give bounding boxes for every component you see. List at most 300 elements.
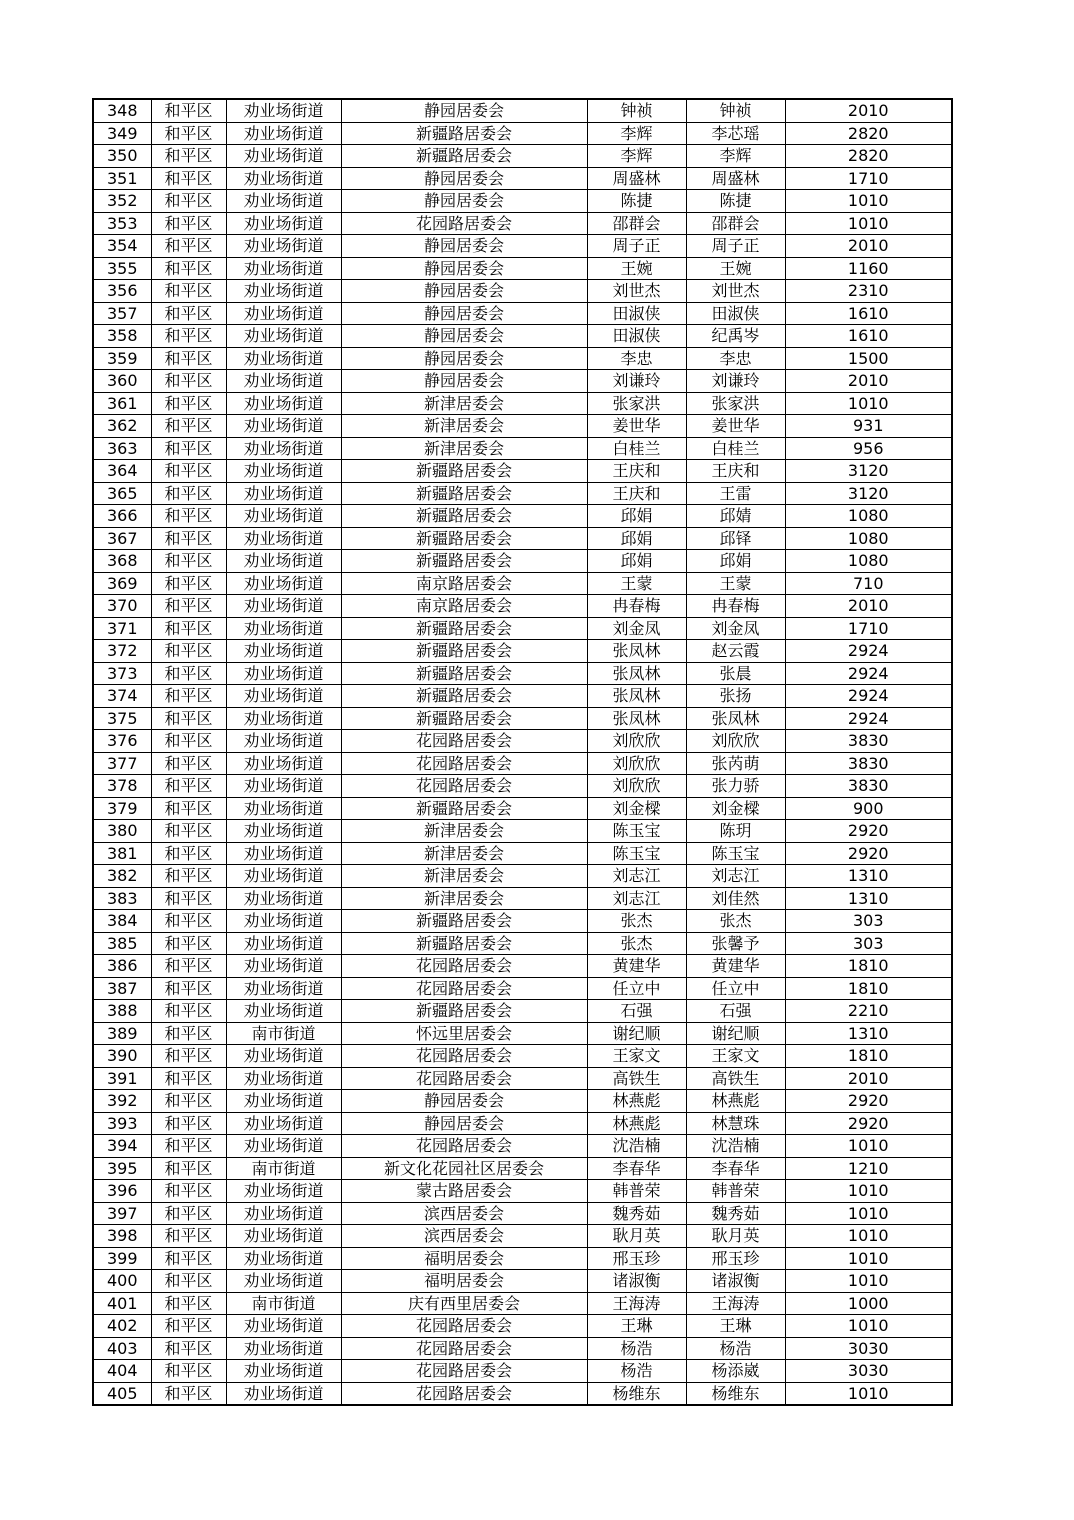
applicant-cell: 韩普荣 [587,1180,686,1203]
street-cell: 劝业场街道 [226,1180,341,1203]
amount-cell: 2924 [785,707,952,730]
member-cell: 韩普荣 [686,1180,785,1203]
street-cell: 劝业场街道 [226,1337,341,1360]
district-cell: 和平区 [151,955,226,978]
amount-cell: 3030 [785,1337,952,1360]
row-number-cell: 376 [93,730,151,753]
amount-cell: 1010 [785,1247,952,1270]
applicant-cell: 张凤林 [587,707,686,730]
district-cell: 和平区 [151,145,226,168]
committee-cell: 静园居委会 [341,302,587,325]
committee-cell: 新疆路居委会 [341,910,587,933]
applicant-cell: 刘金凤 [587,617,686,640]
applicant-cell: 张杰 [587,932,686,955]
committee-cell: 新津居委会 [341,842,587,865]
amount-cell: 303 [785,910,952,933]
district-cell: 和平区 [151,1270,226,1293]
row-number-cell: 354 [93,235,151,258]
member-cell: 张扬 [686,685,785,708]
table-row [93,1000,952,1023]
district-cell: 和平区 [151,887,226,910]
committee-cell: 庆有西里居委会 [341,1292,587,1315]
applicant-cell: 刘欣欣 [587,730,686,753]
committee-cell: 静园居委会 [341,1112,587,1135]
street-cell: 劝业场街道 [226,1360,341,1383]
committee-cell: 新津居委会 [341,437,587,460]
table-row [93,280,952,303]
street-cell: 劝业场街道 [226,595,341,618]
table-row [93,977,952,1000]
records-table [92,98,953,1406]
street-cell: 劝业场街道 [226,842,341,865]
table-row [93,167,952,190]
district-cell: 和平区 [151,1247,226,1270]
row-number-cell: 394 [93,1135,151,1158]
amount-cell: 956 [785,437,952,460]
committee-cell: 静园居委会 [341,257,587,280]
row-number-cell: 355 [93,257,151,280]
member-cell: 张晨 [686,662,785,685]
table-row [93,865,952,888]
table-row [93,122,952,145]
street-cell: 劝业场街道 [226,1247,341,1270]
district-cell: 和平区 [151,595,226,618]
amount-cell: 1310 [785,887,952,910]
amount-cell: 2820 [785,145,952,168]
committee-cell: 新疆路居委会 [341,662,587,685]
street-cell: 劝业场街道 [226,752,341,775]
applicant-cell: 邱娟 [587,550,686,573]
applicant-cell: 王蒙 [587,572,686,595]
street-cell: 劝业场街道 [226,415,341,438]
amount-cell: 1010 [785,1315,952,1338]
table-row [93,1157,952,1180]
street-cell: 劝业场街道 [226,640,341,663]
amount-cell: 900 [785,797,952,820]
member-cell: 魏秀茹 [686,1202,785,1225]
row-number-cell: 384 [93,910,151,933]
street-cell: 劝业场街道 [226,977,341,1000]
street-cell: 劝业场街道 [226,505,341,528]
district-cell: 和平区 [151,1225,226,1248]
district-cell: 和平区 [151,392,226,415]
district-cell: 和平区 [151,527,226,550]
applicant-cell: 杨浩 [587,1360,686,1383]
table-row [93,190,952,213]
district-cell: 和平区 [151,99,226,122]
row-number-cell: 383 [93,887,151,910]
district-cell: 和平区 [151,460,226,483]
street-cell: 南市街道 [226,1157,341,1180]
table-row [93,1247,952,1270]
street-cell: 劝业场街道 [226,1315,341,1338]
row-number-cell: 382 [93,865,151,888]
member-cell: 刘金樑 [686,797,785,820]
applicant-cell: 杨维东 [587,1382,686,1405]
applicant-cell: 王海涛 [587,1292,686,1315]
member-cell: 林燕彪 [686,1090,785,1113]
table-row [93,482,952,505]
district-cell: 和平区 [151,370,226,393]
district-cell: 和平区 [151,1157,226,1180]
amount-cell: 2010 [785,99,952,122]
table-row [93,595,952,618]
member-cell: 邱婧 [686,505,785,528]
member-cell: 陈捷 [686,190,785,213]
applicant-cell: 杨浩 [587,1337,686,1360]
district-cell: 和平区 [151,797,226,820]
street-cell: 劝业场街道 [226,707,341,730]
member-cell: 张馨予 [686,932,785,955]
district-cell: 和平区 [151,505,226,528]
committee-cell: 花园路居委会 [341,752,587,775]
committee-cell: 花园路居委会 [341,775,587,798]
street-cell: 劝业场街道 [226,1112,341,1135]
committee-cell: 新疆路居委会 [341,707,587,730]
row-number-cell: 370 [93,595,151,618]
row-number-cell: 349 [93,122,151,145]
applicant-cell: 张凤林 [587,662,686,685]
row-number-cell: 390 [93,1045,151,1068]
applicant-cell: 王庆和 [587,460,686,483]
member-cell: 周子正 [686,235,785,258]
committee-cell: 滨西居委会 [341,1225,587,1248]
committee-cell: 花园路居委会 [341,730,587,753]
table-row [93,505,952,528]
street-cell: 劝业场街道 [226,662,341,685]
row-number-cell: 402 [93,1315,151,1338]
district-cell: 和平区 [151,1382,226,1405]
committee-cell: 新疆路居委会 [341,550,587,573]
applicant-cell: 任立中 [587,977,686,1000]
table-row [93,932,952,955]
street-cell: 劝业场街道 [226,280,341,303]
applicant-cell: 周盛林 [587,167,686,190]
member-cell: 邱娟 [686,550,785,573]
amount-cell: 2924 [785,640,952,663]
amount-cell: 1310 [785,1022,952,1045]
member-cell: 李芯瑶 [686,122,785,145]
table-row [93,820,952,843]
committee-cell: 花园路居委会 [341,1382,587,1405]
district-cell: 和平区 [151,257,226,280]
amount-cell: 1810 [785,955,952,978]
row-number-cell: 391 [93,1067,151,1090]
applicant-cell: 田淑侠 [587,302,686,325]
district-cell: 和平区 [151,212,226,235]
member-cell: 刘佳然 [686,887,785,910]
committee-cell: 静园居委会 [341,325,587,348]
district-cell: 和平区 [151,775,226,798]
row-number-cell: 388 [93,1000,151,1023]
member-cell: 黄建华 [686,955,785,978]
committee-cell: 新疆路居委会 [341,797,587,820]
committee-cell: 新疆路居委会 [341,527,587,550]
district-cell: 和平区 [151,1045,226,1068]
table-row [93,415,952,438]
row-number-cell: 358 [93,325,151,348]
applicant-cell: 邱娟 [587,527,686,550]
table-row [93,775,952,798]
district-cell: 和平区 [151,167,226,190]
table-row [93,1067,952,1090]
street-cell: 劝业场街道 [226,167,341,190]
row-number-cell: 348 [93,99,151,122]
applicant-cell: 林燕彪 [587,1112,686,1135]
applicant-cell: 魏秀茹 [587,1202,686,1225]
district-cell: 和平区 [151,122,226,145]
member-cell: 高铁生 [686,1067,785,1090]
district-cell: 和平区 [151,572,226,595]
amount-cell: 2920 [785,1090,952,1113]
street-cell: 劝业场街道 [226,955,341,978]
district-cell: 和平区 [151,640,226,663]
member-cell: 杨维东 [686,1382,785,1405]
amount-cell: 1810 [785,977,952,1000]
row-number-cell: 387 [93,977,151,1000]
table-row [93,460,952,483]
applicant-cell: 李春华 [587,1157,686,1180]
table-row [93,640,952,663]
table-row [93,887,952,910]
street-cell: 劝业场街道 [226,572,341,595]
member-cell: 王海涛 [686,1292,785,1315]
street-cell: 劝业场街道 [226,99,341,122]
committee-cell: 新疆路居委会 [341,640,587,663]
member-cell: 石强 [686,1000,785,1023]
committee-cell: 南京路居委会 [341,572,587,595]
district-cell: 和平区 [151,437,226,460]
row-number-cell: 375 [93,707,151,730]
amount-cell: 1610 [785,302,952,325]
amount-cell: 2210 [785,1000,952,1023]
applicant-cell: 刘世杰 [587,280,686,303]
district-cell: 和平区 [151,302,226,325]
table-row [93,1112,952,1135]
committee-cell: 花园路居委会 [341,1360,587,1383]
committee-cell: 花园路居委会 [341,955,587,978]
amount-cell: 1010 [785,392,952,415]
district-cell: 和平区 [151,1337,226,1360]
street-cell: 南市街道 [226,1292,341,1315]
street-cell: 劝业场街道 [226,797,341,820]
member-cell: 张凤林 [686,707,785,730]
street-cell: 劝业场街道 [226,820,341,843]
member-cell: 陈玥 [686,820,785,843]
table-row [93,145,952,168]
table-row [93,1135,952,1158]
member-cell: 王琳 [686,1315,785,1338]
committee-cell: 新文化花园社区居委会 [341,1157,587,1180]
member-cell: 耿月英 [686,1225,785,1248]
applicant-cell: 张杰 [587,910,686,933]
amount-cell: 2310 [785,280,952,303]
applicant-cell: 刘欣欣 [587,752,686,775]
row-number-cell: 381 [93,842,151,865]
records-table-body [93,99,952,1405]
table-row [93,1045,952,1068]
district-cell: 和平区 [151,865,226,888]
applicant-cell: 黄建华 [587,955,686,978]
committee-cell: 新疆路居委会 [341,122,587,145]
table-row [93,662,952,685]
row-number-cell: 369 [93,572,151,595]
district-cell: 和平区 [151,820,226,843]
table-row [93,910,952,933]
street-cell: 劝业场街道 [226,617,341,640]
applicant-cell: 王琳 [587,1315,686,1338]
committee-cell: 花园路居委会 [341,1045,587,1068]
applicant-cell: 林燕彪 [587,1090,686,1113]
district-cell: 和平区 [151,707,226,730]
member-cell: 张力骄 [686,775,785,798]
table-row [93,1292,952,1315]
street-cell: 劝业场街道 [226,302,341,325]
committee-cell: 花园路居委会 [341,1067,587,1090]
district-cell: 和平区 [151,662,226,685]
street-cell: 劝业场街道 [226,1135,341,1158]
district-cell: 和平区 [151,842,226,865]
applicant-cell: 李忠 [587,347,686,370]
committee-cell: 花园路居委会 [341,1337,587,1360]
row-number-cell: 389 [93,1022,151,1045]
street-cell: 劝业场街道 [226,212,341,235]
row-number-cell: 350 [93,145,151,168]
street-cell: 劝业场街道 [226,460,341,483]
member-cell: 诸淑衡 [686,1270,785,1293]
table-row [93,302,952,325]
table-row [93,617,952,640]
member-cell: 张芮萌 [686,752,785,775]
applicant-cell: 王庆和 [587,482,686,505]
amount-cell: 303 [785,932,952,955]
table-row [93,572,952,595]
committee-cell: 新津居委会 [341,887,587,910]
member-cell: 刘金凤 [686,617,785,640]
committee-cell: 静园居委会 [341,190,587,213]
amount-cell: 1610 [785,325,952,348]
table-row [93,550,952,573]
street-cell: 劝业场街道 [226,1270,341,1293]
member-cell: 刘志江 [686,865,785,888]
member-cell: 任立中 [686,977,785,1000]
amount-cell: 1010 [785,1382,952,1405]
applicant-cell: 谢纪顺 [587,1022,686,1045]
amount-cell: 1500 [785,347,952,370]
district-cell: 和平区 [151,1360,226,1383]
committee-cell: 滨西居委会 [341,1202,587,1225]
amount-cell: 1010 [785,190,952,213]
table-row [93,1022,952,1045]
street-cell: 劝业场街道 [226,1225,341,1248]
committee-cell: 新疆路居委会 [341,482,587,505]
table-row [93,257,952,280]
table-row [93,235,952,258]
committee-cell: 南京路居委会 [341,595,587,618]
committee-cell: 静园居委会 [341,370,587,393]
applicant-cell: 李辉 [587,122,686,145]
district-cell: 和平区 [151,550,226,573]
amount-cell: 931 [785,415,952,438]
row-number-cell: 363 [93,437,151,460]
member-cell: 邢玉珍 [686,1247,785,1270]
district-cell: 和平区 [151,1090,226,1113]
row-number-cell: 397 [93,1202,151,1225]
street-cell: 劝业场街道 [226,235,341,258]
table-row [93,955,952,978]
applicant-cell: 周子正 [587,235,686,258]
table-row [93,347,952,370]
street-cell: 劝业场街道 [226,145,341,168]
row-number-cell: 364 [93,460,151,483]
row-number-cell: 361 [93,392,151,415]
district-cell: 和平区 [151,752,226,775]
table-row [93,325,952,348]
member-cell: 纪禹岑 [686,325,785,348]
member-cell: 林慧珠 [686,1112,785,1135]
member-cell: 田淑侠 [686,302,785,325]
table-row [93,527,952,550]
row-number-cell: 367 [93,527,151,550]
amount-cell: 3830 [785,730,952,753]
applicant-cell: 刘志江 [587,887,686,910]
amount-cell: 1010 [785,1225,952,1248]
district-cell: 和平区 [151,1292,226,1315]
row-number-cell: 398 [93,1225,151,1248]
amount-cell: 3030 [785,1360,952,1383]
amount-cell: 3120 [785,460,952,483]
amount-cell: 1710 [785,617,952,640]
district-cell: 和平区 [151,190,226,213]
street-cell: 劝业场街道 [226,437,341,460]
member-cell: 钟祯 [686,99,785,122]
table-row [93,730,952,753]
applicant-cell: 沈浩楠 [587,1135,686,1158]
member-cell: 姜世华 [686,415,785,438]
committee-cell: 怀远里居委会 [341,1022,587,1045]
applicant-cell: 刘金樑 [587,797,686,820]
amount-cell: 1080 [785,505,952,528]
table-row [93,685,952,708]
street-cell: 劝业场街道 [226,1382,341,1405]
applicant-cell: 刘志江 [587,865,686,888]
committee-cell: 福明居委会 [341,1247,587,1270]
member-cell: 李春华 [686,1157,785,1180]
member-cell: 张杰 [686,910,785,933]
district-cell: 和平区 [151,347,226,370]
table-row [93,1382,952,1405]
street-cell: 劝业场街道 [226,550,341,573]
row-number-cell: 380 [93,820,151,843]
applicant-cell: 钟祯 [587,99,686,122]
member-cell: 王家文 [686,1045,785,1068]
applicant-cell: 陈玉宝 [587,842,686,865]
row-number-cell: 379 [93,797,151,820]
street-cell: 劝业场街道 [226,392,341,415]
district-cell: 和平区 [151,235,226,258]
table-row [93,1270,952,1293]
street-cell: 劝业场街道 [226,865,341,888]
amount-cell: 3830 [785,775,952,798]
row-number-cell: 352 [93,190,151,213]
applicant-cell: 白桂兰 [587,437,686,460]
committee-cell: 静园居委会 [341,347,587,370]
committee-cell: 静园居委会 [341,1090,587,1113]
applicant-cell: 石强 [587,1000,686,1023]
row-number-cell: 359 [93,347,151,370]
row-number-cell: 371 [93,617,151,640]
committee-cell: 新津居委会 [341,820,587,843]
